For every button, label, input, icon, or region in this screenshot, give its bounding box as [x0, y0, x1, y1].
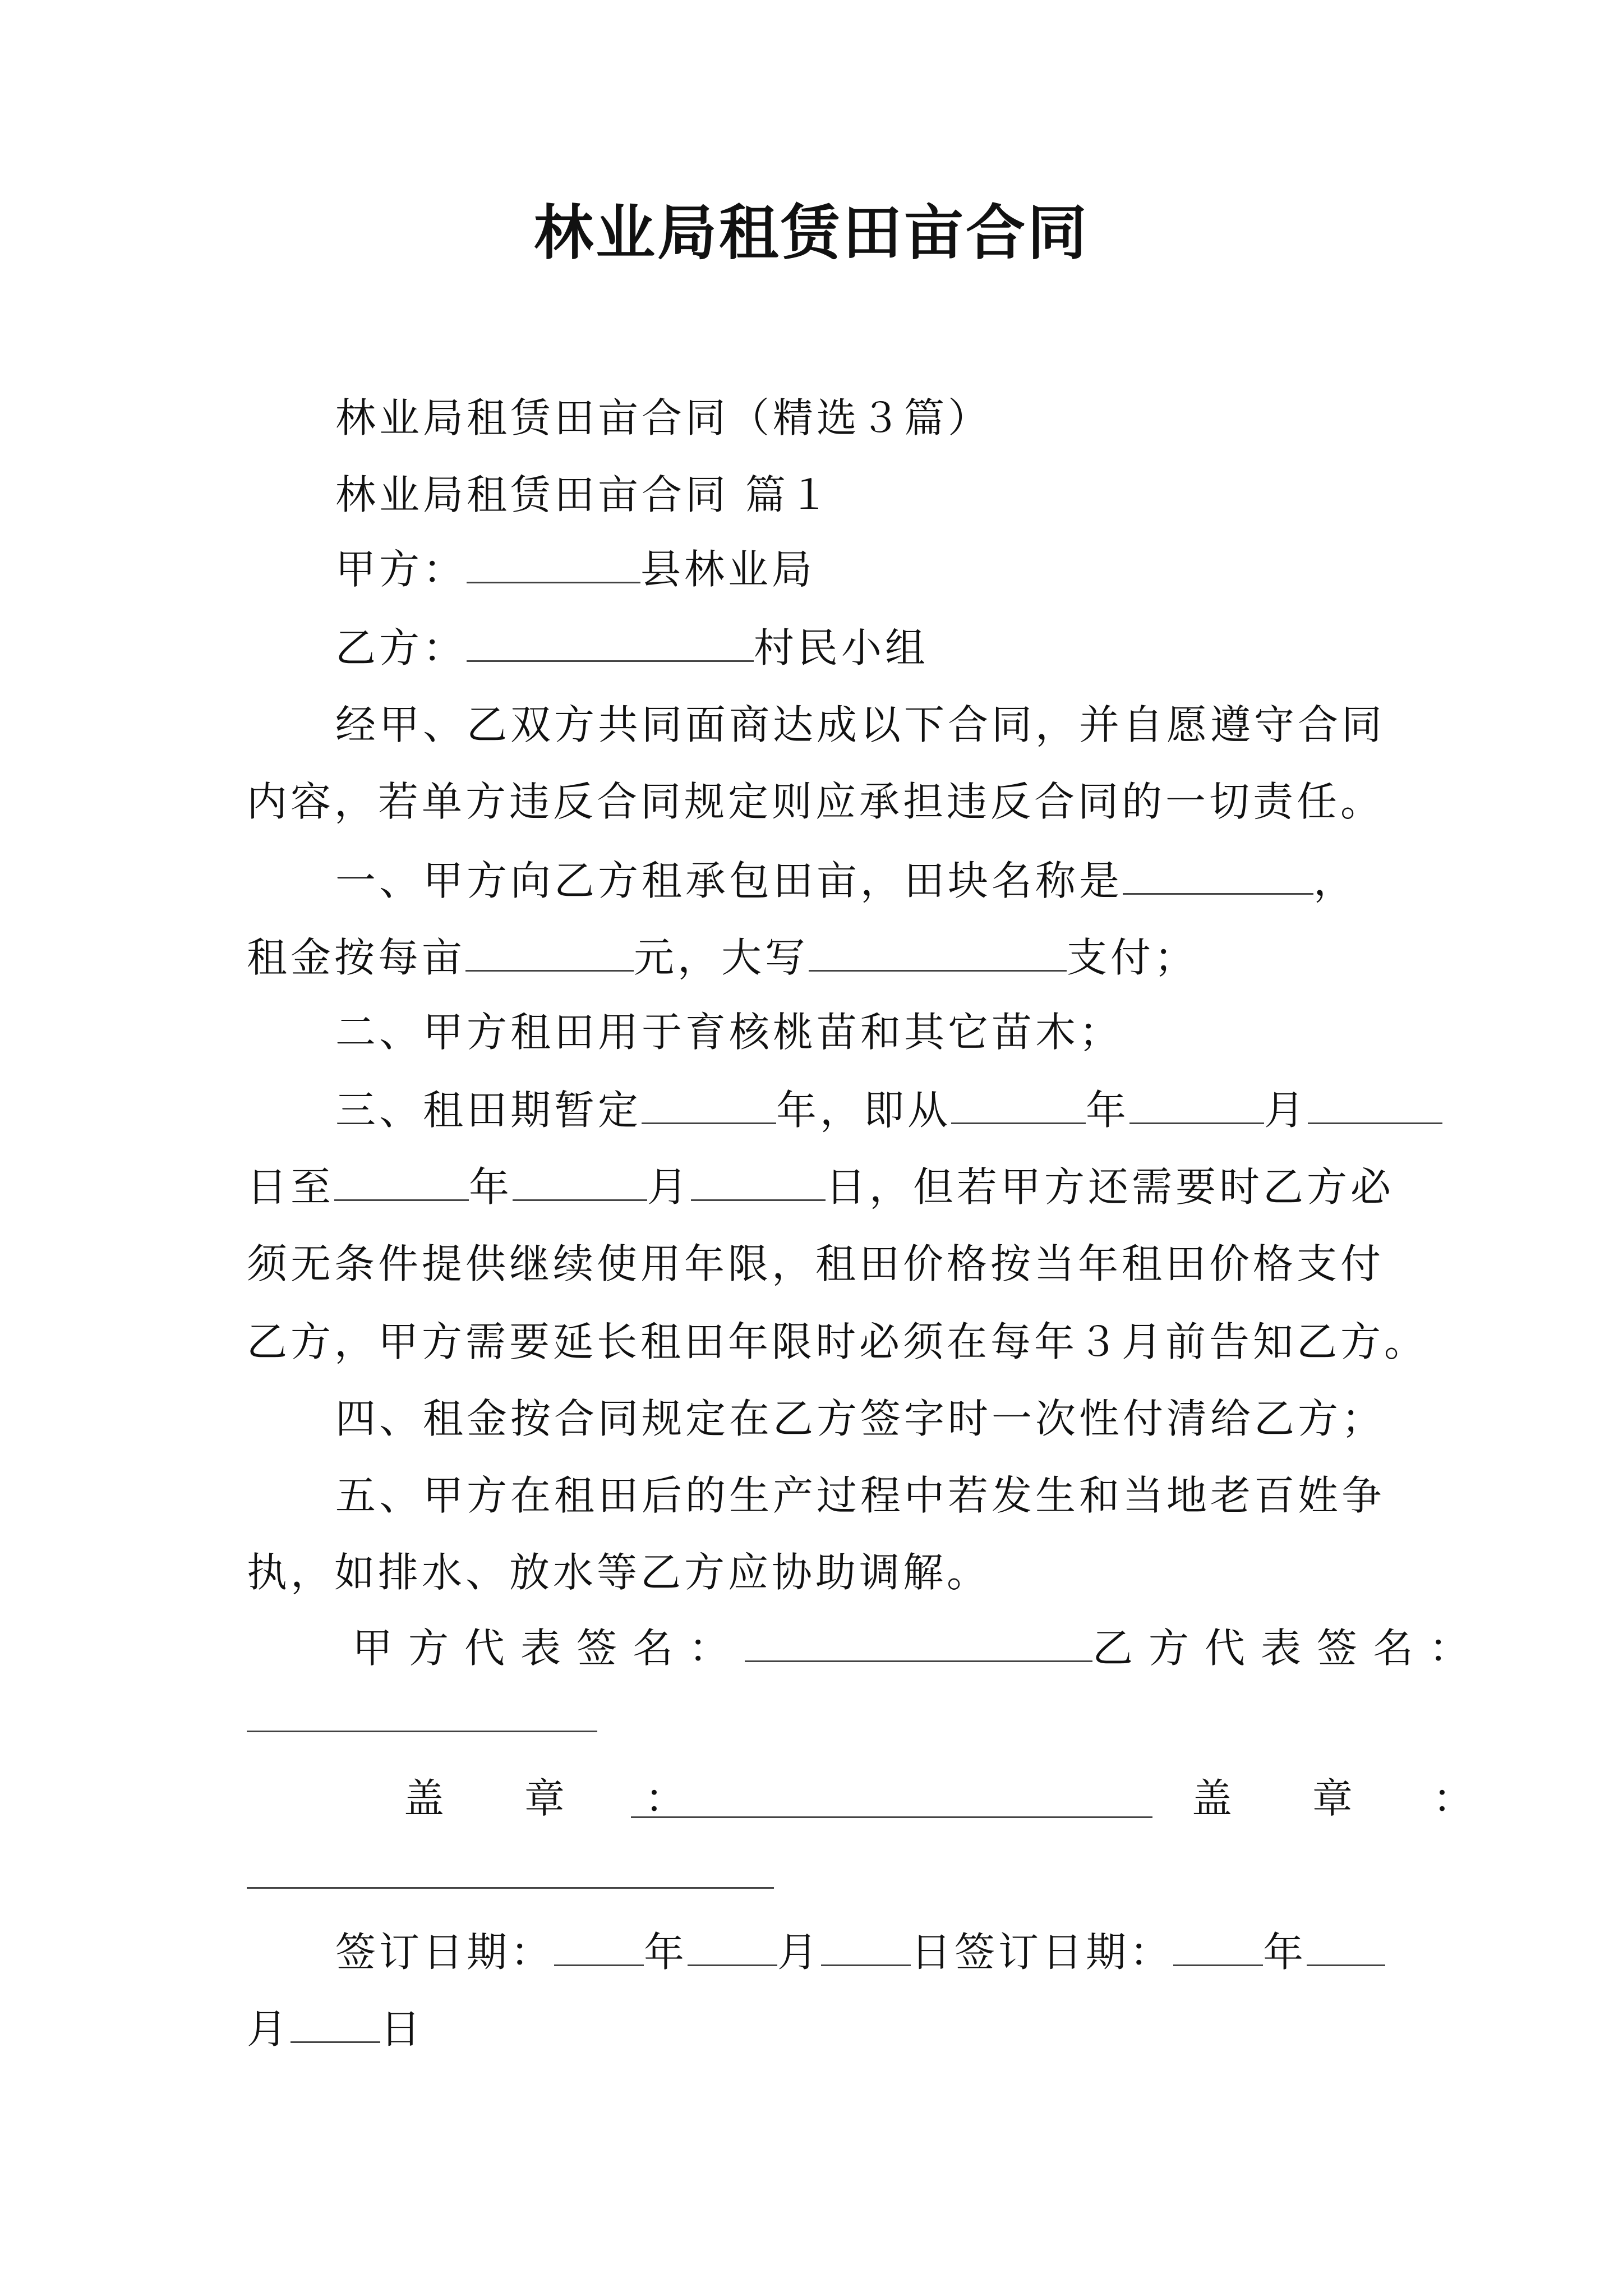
party-b-blank — [467, 625, 754, 662]
seal-line-b — [1192, 1770, 1507, 1826]
party-b-day-label: 日 — [380, 2005, 425, 2053]
party-a-date-label: 签订日期： — [335, 1929, 555, 1976]
end-day-blank — [691, 1165, 826, 1201]
rent-unit-label: 元，大写 — [634, 934, 809, 981]
party-b-year-blank — [1173, 1930, 1263, 1966]
subtitle-line: 林业局租赁田亩合同（精选３篇） — [335, 394, 992, 441]
party-b-date-label: 日签订日期： — [911, 1929, 1174, 1976]
clause-5-line-1: 五、甲方在租田后的生产过程中若发生和当地老百姓争 — [335, 1472, 1386, 1519]
clause-1-text: 一、甲方向乙方租承包田亩，田块名称是 — [335, 857, 1123, 904]
clause-4-line-1: 四、租金按合同规定在乙方签字时一次性付清给乙方； — [335, 1395, 1386, 1442]
intro-line-1: 经甲、乙双方共同面商达成以下合同，并自愿遵守合同 — [335, 701, 1386, 748]
party-a-day-blank — [821, 1930, 911, 1966]
seal-line — [404, 1770, 719, 1826]
start-year-blank — [951, 1088, 1086, 1124]
party-b-seal-blank — [247, 1887, 774, 1889]
clause-5-line-2: 执，如排水、放水等乙方应协助调解。 — [247, 1549, 991, 1596]
party-b-month-label: 月 — [247, 2005, 291, 2053]
party-a-seal-label: 盖 章 ： — [404, 1775, 719, 1822]
party-a-month-blank — [688, 1930, 777, 1966]
signature-line — [352, 1620, 1485, 1676]
party-a-year-blank — [554, 1930, 644, 1966]
rent-uppercase-blank — [809, 935, 1067, 972]
party-a-seal-blank — [631, 1816, 1152, 1818]
end-year-blank — [334, 1165, 469, 1201]
end-month-blank — [513, 1165, 647, 1201]
party-a-month-label: 月 — [777, 1929, 822, 1976]
term-years-blank — [642, 1088, 776, 1124]
clause-3-text-2: 日，但若甲方还需要时乙方必 — [826, 1163, 1395, 1211]
end-year-label: 年 — [469, 1163, 513, 1211]
term-from-label: 年，即从 — [776, 1087, 952, 1134]
party-a-blank — [467, 547, 640, 583]
clause-1-line-2 — [247, 930, 1198, 986]
start-year-label: 年 — [1086, 1087, 1130, 1134]
party-b-year-label: 年 — [1263, 1929, 1307, 1976]
party-b-signature-blank — [247, 1731, 597, 1732]
term-label: 三、租田期暂定 — [335, 1087, 642, 1134]
section-heading: 林业局租赁田亩合同 篇１ — [335, 471, 833, 518]
clause-3-line-2 — [247, 1159, 1394, 1215]
document-title: 林业局租赁田亩合同 — [534, 197, 1089, 268]
party-a-line — [335, 541, 815, 597]
date-line-2 — [247, 2001, 424, 2057]
start-day-to-label: 日至 — [247, 1163, 335, 1211]
clause-3-line-1 — [335, 1082, 1442, 1138]
party-b-label: 乙方： — [335, 624, 467, 671]
clause-2-line-1: 二、甲方租田用于育核桃苗和其它苗木； — [335, 1009, 1123, 1056]
party-b-signature-label: 乙方代表签名： — [1092, 1625, 1486, 1672]
party-b-day-blank — [291, 2007, 380, 2043]
start-day-blank — [1308, 1088, 1442, 1124]
date-line-1 — [335, 1924, 1385, 1980]
field-name-blank — [1123, 858, 1313, 895]
start-month-blank — [1129, 1088, 1264, 1124]
rent-per-mu-blank — [465, 935, 634, 972]
party-b-line — [335, 620, 929, 676]
clause-3-line-4: 乙方，甲方需要延长租田年限时必须在每年３月前告知乙方。 — [247, 1318, 1428, 1365]
party-a-signature-blank — [745, 1626, 1092, 1662]
clause-1-comma: ， — [1313, 857, 1358, 904]
party-b-name: 村民小组 — [754, 624, 929, 671]
party-a-year-label: 年 — [644, 1929, 688, 1976]
start-month-label: 月 — [1264, 1087, 1308, 1134]
party-a-signature-label: 甲方代表签名： — [352, 1625, 745, 1672]
clause-3-line-3: 须无条件提供继续使用年限，租田价格按当年租田价格支付 — [247, 1240, 1385, 1287]
party-b-month-blank — [1307, 1930, 1385, 1966]
payment-label: 支付； — [1067, 934, 1198, 981]
party-a-label: 甲方： — [335, 546, 467, 593]
intro-line-2: 内容，若单方违反合同规定则应承担违反合同的一切责任。 — [247, 778, 1385, 825]
rent-label: 租金按每亩 — [247, 934, 466, 981]
clause-1-line-1 — [335, 853, 1357, 909]
party-a-name: 县林业局 — [640, 546, 816, 593]
party-b-seal-label: 盖 章 ： — [1192, 1775, 1507, 1822]
end-month-label: 月 — [647, 1163, 691, 1211]
